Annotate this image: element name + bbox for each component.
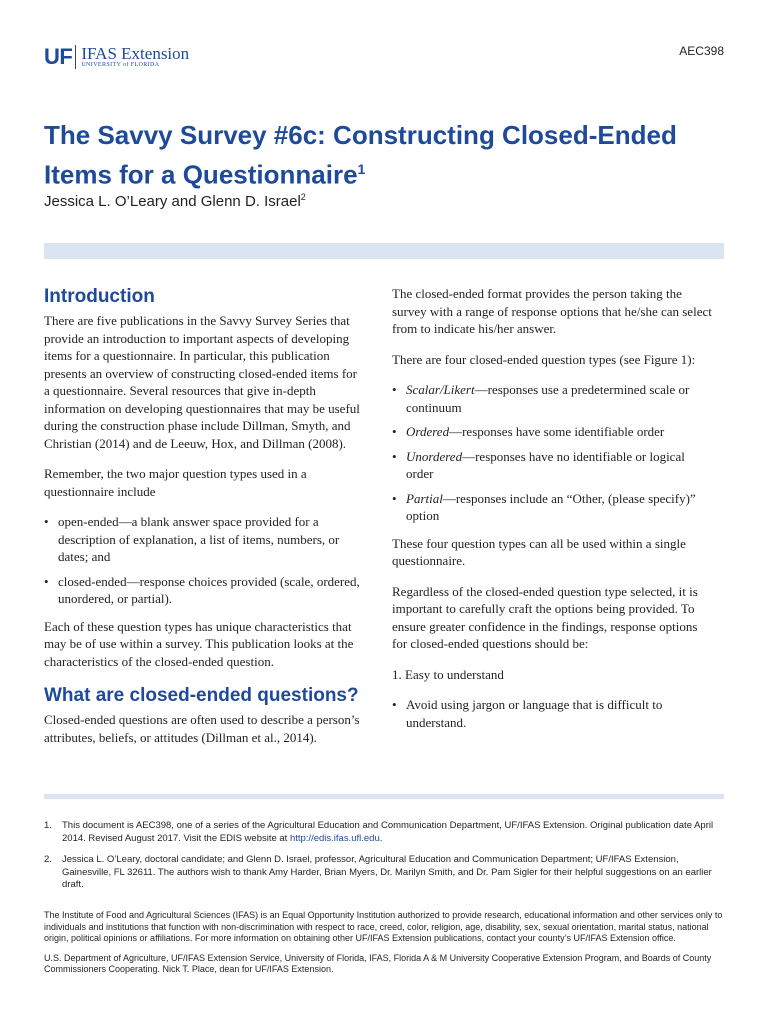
right-paragraph-3: These four question types can all be used within a single questionnaire. [392, 535, 686, 568]
legal-notice [44, 910, 724, 984]
closed-types-list [392, 381, 712, 525]
what-paragraph-1: Closed-ended questions are often used to describe a person’s attributes, beliefs, or attitudes (Dillman et al., 2014). [44, 712, 360, 745]
ifas-extension-logo [44, 42, 189, 72]
header-divider-bar [44, 243, 724, 259]
type-term: Unordered [406, 448, 463, 464]
intro-paragraph-1: There are five publications in the Savvy Survey Series that provide an introduction to important aspects of developing items for a questionnaire. In particular, this publication presents an overview of constructing closed-ended items for a questionnaire. Several resources that give in-depth information on developing questionnaires that may be useful during the construction phase include Dillman, Smyth, and Christian (2014) and de Leeuw, Hox, and Dillman (2008). [44, 313, 360, 451]
logo-uf: UF [44, 44, 73, 69]
right-paragraph-4: Regardless of the closed-ended question type selected, it is important to carefully craft the options being provided. To ensure greater confidence in the findings, response options for closed-ended questions should be: [392, 583, 698, 651]
question-types-list [44, 513, 364, 608]
footnote-text: This document is AEC398, one of a series of the Agricultural Education and Communication Department, UF/IFAS Extension. Original publication date April 2014. Revised August 2017. Visit the EDIS website at [62, 820, 714, 844]
right-column [392, 285, 712, 741]
list-item: • closed-ended—response choices provided (scale, ordered, unordered, or partial). [44, 573, 364, 608]
authors-text: Jessica L. O’Leary and Glenn D. Israel [44, 193, 301, 210]
logo-divider [75, 45, 76, 69]
document-title [44, 118, 684, 192]
numbered-item-1: 1. Easy to understand [392, 666, 504, 682]
type-desc: —responses have no identifiable or logical order [406, 448, 685, 481]
type-desc: —responses use a predetermined scale or continuum [406, 382, 690, 415]
footnote-number: 2. [44, 854, 52, 865]
footnotes [44, 820, 724, 901]
authors-footnote-ref: 2 [300, 192, 306, 202]
equal-opportunity-text: The Institute of Food and Agricultural Sciences (IFAS) is an Equal Opportunity Institution authorized to provide research, educational information and other services only to individuals and institutions that function with non-discrimination with respect to race, creed, color, religion, age, disability, sex, sexual orientation, marital status, national origin, political opinions or affiliations. For more information on obtaining other UF/IFAS Extension publications, contact your county’s UF/IFAS Extension office. [44, 910, 723, 943]
title-footnote-ref: 1 [357, 161, 366, 177]
list-item [392, 381, 712, 416]
list-item: • Avoid using jargon or language that is difficult to understand. [392, 696, 712, 731]
type-desc: —responses include an “Other, (please specify)” option [406, 490, 696, 523]
footnote-1: 1. This document is AEC398, one of a series of the Agricultural Education and Communication Department, UF/IFAS Extension. Original publication date April 2014. Revised August 2017. Visit the EDIS website at http://edis.ifas.ufl.edu. [44, 820, 714, 844]
type-term: Ordered [406, 424, 450, 439]
left-column [44, 285, 364, 759]
introduction-heading: Introduction [44, 286, 155, 307]
list-item [392, 423, 712, 441]
logo-main-text: IFAS Extension [81, 44, 190, 63]
list-item [392, 490, 712, 525]
intro-paragraph-3: Each of these question types has unique characteristics that may be of use within a survey. This publication looks at the characteristics of the closed-ended question. [44, 618, 354, 669]
list-item: • open-ended—a blank answer space provided for a description of explanation, a list of items, numbers, or dates; and [44, 513, 364, 566]
authors [44, 192, 306, 210]
intro-paragraph-2: Remember, the two major question types used in a questionnaire include [44, 466, 307, 499]
footnote-text: Jessica L. O’Leary, doctoral candidate; and Glenn D. Israel, professor, Agricultural Education and Communication Department; UF/IFAS Extension, Gainesville, FL 32611. The authors wish to thank Amy Harder, Brian Myers, Dr. Marilyn Smith, and Dr. Pam Sigler for their helpful suggestions on an earlier draft. [62, 854, 712, 890]
type-term: Partial [406, 490, 443, 506]
right-paragraph-2: There are four closed-ended question types (see Figure 1): [392, 351, 696, 367]
usda-cooperation-text: U.S. Department of Agriculture, UF/IFAS Extension Service, University of Florida, IFAS, Florida A & M University Cooperative Extension Program, and Boards of County Commissioners Cooperating. Nick T. Place, dean for UF/IFAS Extension. [44, 952, 712, 974]
edis-link[interactable]: http://edis.ifas.ufl.edu [289, 832, 380, 844]
sub-bullet-list [392, 696, 712, 731]
list-item [392, 448, 712, 483]
right-paragraph-1: The closed-ended format provides the person taking the survey with a range of response options that he/she can select from to indicate his/her answer. [392, 286, 712, 336]
title-text: The Savvy Survey #6c: Constructing Closed-Ended Items for a Questionnaire [44, 120, 677, 190]
logo-sub-text: UNIVERSITY of FLORIDA [81, 62, 160, 68]
footnote-divider-bar [44, 794, 724, 799]
type-desc: —responses have some identifiable order [449, 424, 665, 439]
type-term: Scalar/Likert [406, 382, 475, 397]
document-code: AEC398 [679, 44, 724, 58]
footnote-number: 1. [44, 820, 52, 831]
closed-ended-heading: What are closed-ended questions? [44, 685, 359, 706]
footnote-2 [44, 854, 724, 892]
